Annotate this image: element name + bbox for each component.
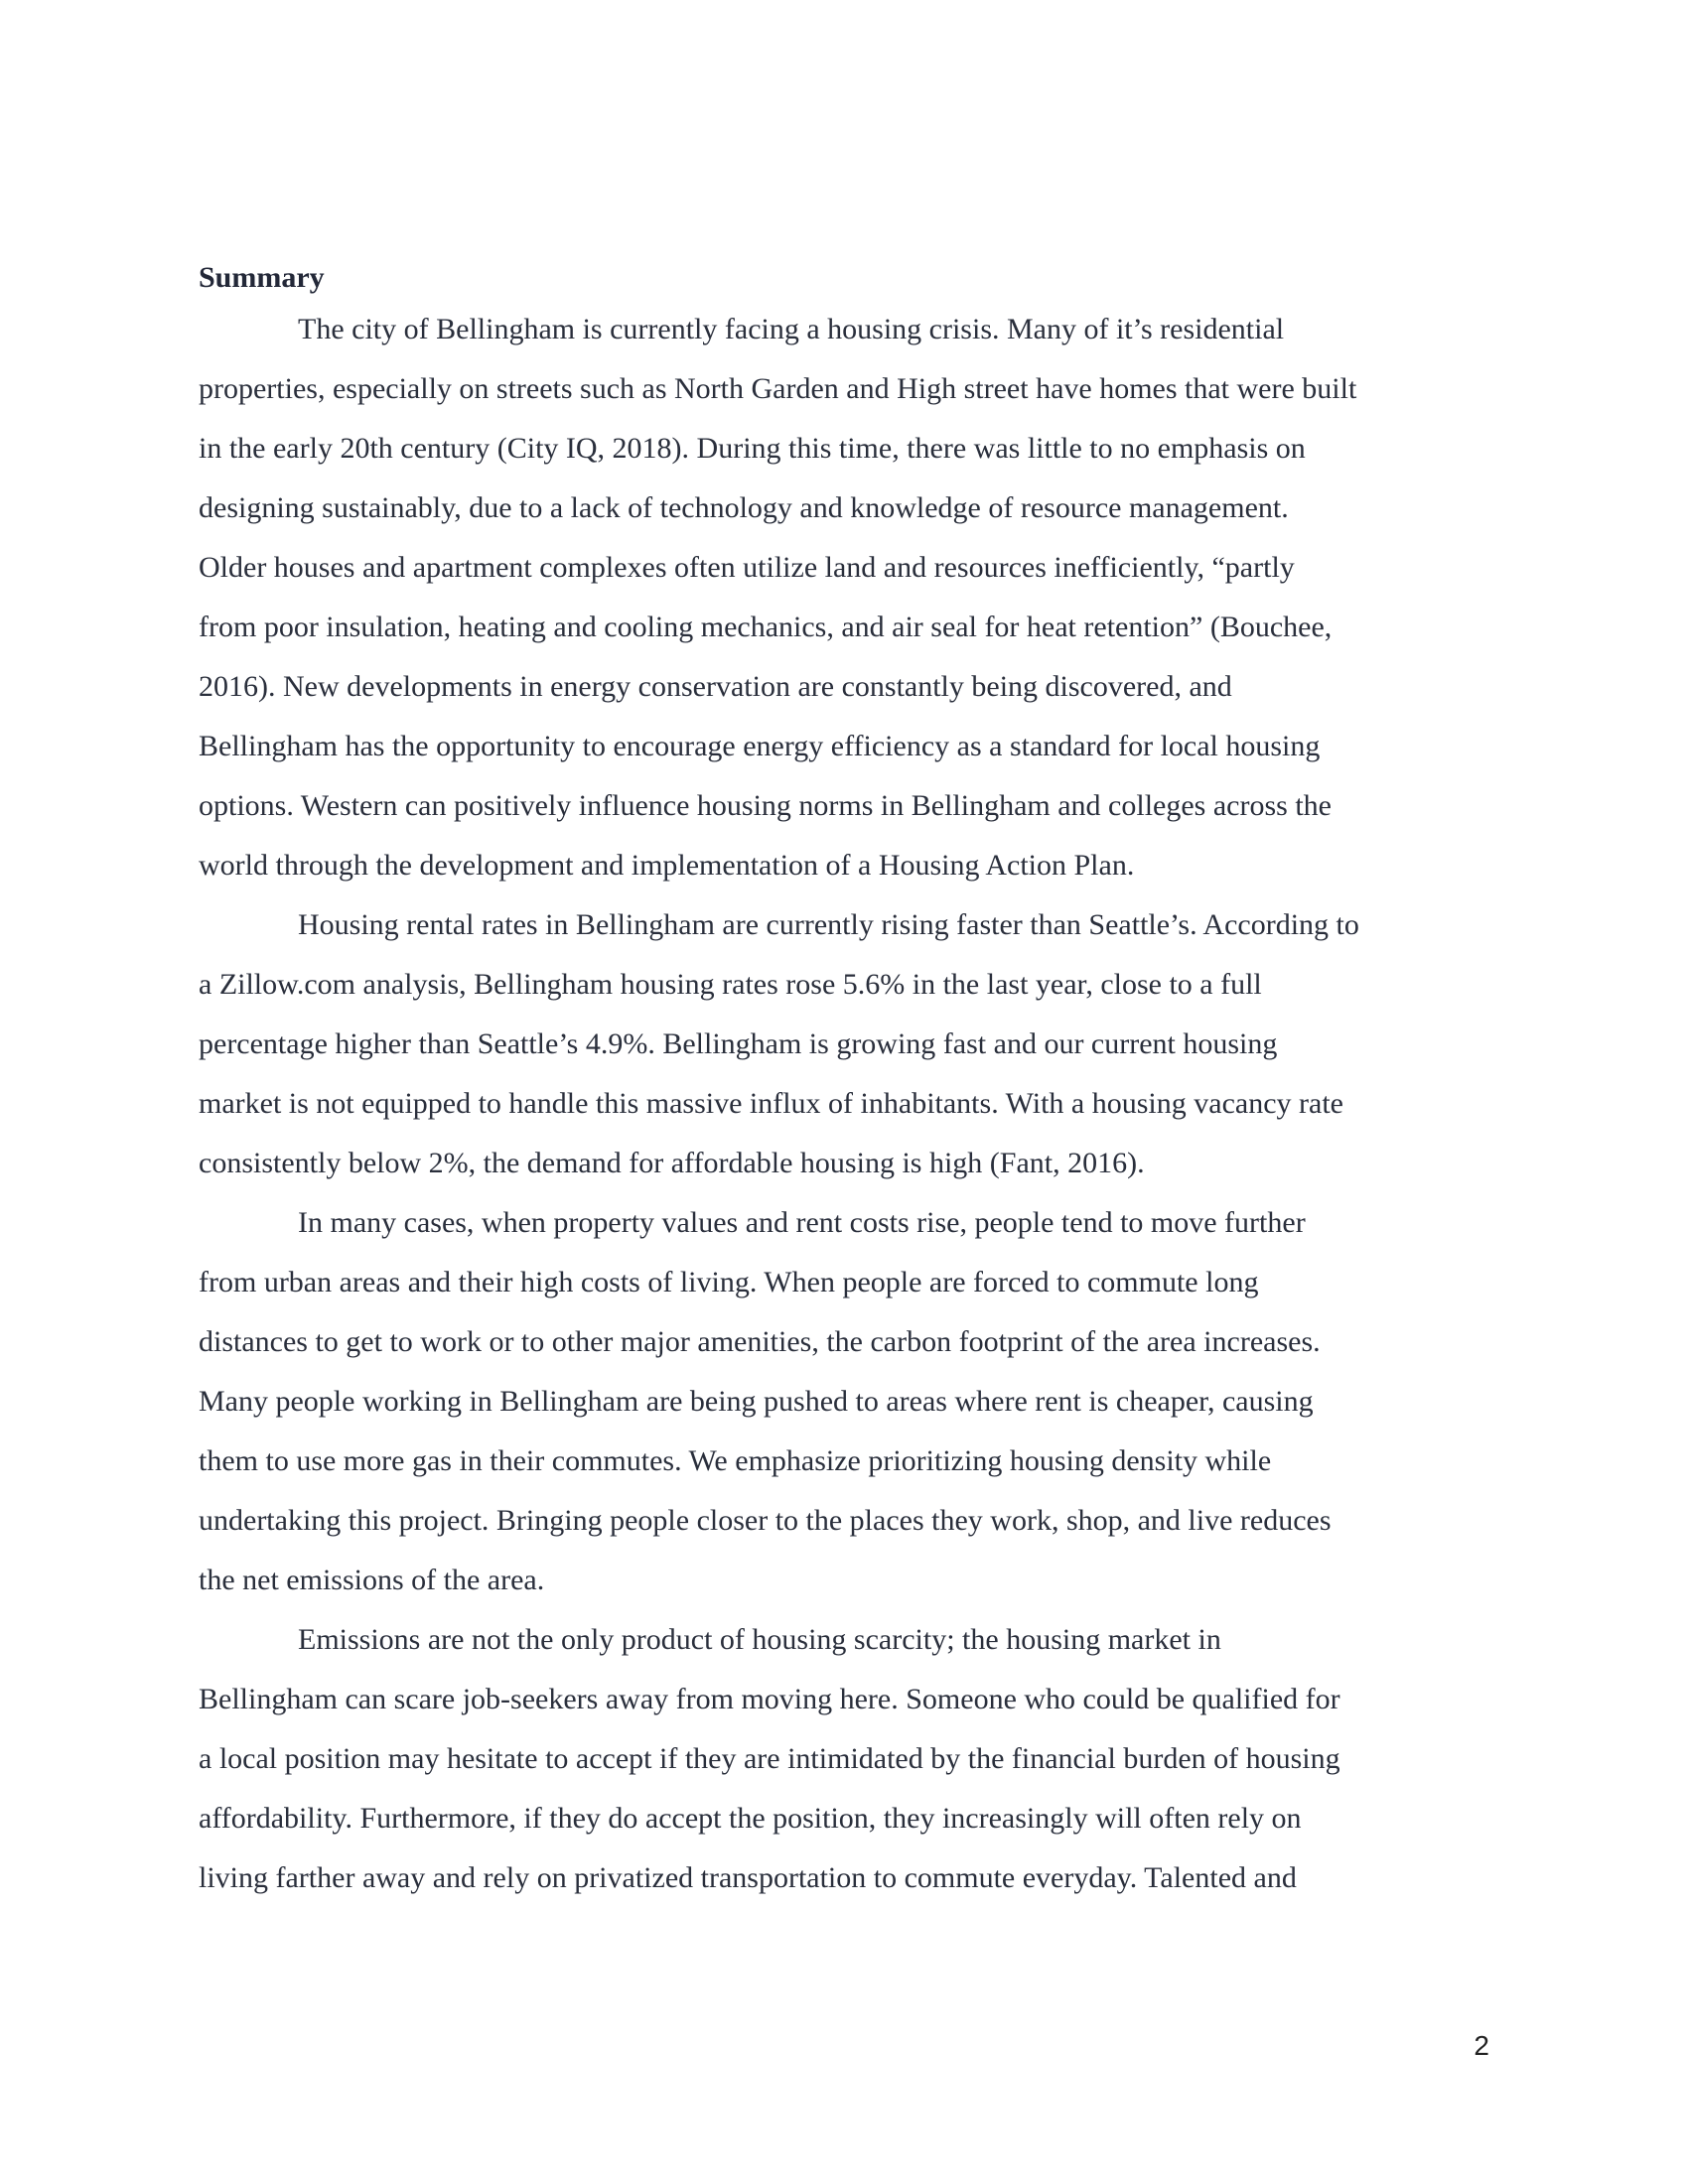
paragraph [199,300,1489,895]
paragraph-line: Bellingham has the opportunity to encourage energy efficiency as a standard for local housing [199,730,1321,762]
paragraph-container [199,300,1489,1908]
paragraph-line: In many cases, when property values and rent costs rise, people tend to move further [298,1206,1306,1239]
paragraph-line: undertaking this project. Bringing people closer to the places they work, shop, and live reduces [199,1504,1332,1537]
paragraph-line: Emissions are not the only product of housing scarcity; the housing market in [298,1623,1221,1656]
paragraph-line: a local position may hesitate to accept if they are intimidated by the financial burden of housing [199,1742,1340,1775]
paragraph-line: world through the development and implementation of a Housing Action Plan. [199,849,1135,882]
paragraph-line: affordability. Furthermore, if they do accept the position, they increasingly will often rely on [199,1802,1302,1835]
paragraph-line: Housing rental rates in Bellingham are currently rising faster than Seattle’s. According to [298,908,1359,941]
paragraph-line: the net emissions of the area. [199,1564,545,1596]
paragraph-line: properties, especially on streets such as North Garden and High street have homes that were built [199,372,1357,405]
page-number: 2 [1474,2030,1489,2061]
paragraph-line: Many people working in Bellingham are being pushed to areas where rent is cheaper, causing [199,1385,1314,1418]
paragraph-line: percentage higher than Seattle’s 4.9%. Bellingham is growing fast and our current housing [199,1027,1278,1060]
paragraph-line: Bellingham can scare job-seekers away from moving here. Someone who could be qualified for [199,1683,1340,1715]
paragraph-line: The city of Bellingham is currently facing a housing crisis. Many of it’s residential [298,313,1285,345]
paragraph-line: market is not equipped to handle this massive influx of inhabitants. With a housing vacancy rate [199,1087,1343,1120]
paragraph [199,1610,1489,1908]
paragraph-line: designing sustainably, due to a lack of technology and knowledge of resource management. [199,491,1289,524]
page-body [199,256,1489,1908]
paragraph-line: living farther away and rely on privatized transportation to commute everyday. Talented and [199,1861,1297,1894]
paragraph-line: from urban areas and their high costs of living. When people are forced to commute long [199,1266,1259,1298]
paragraph-line: consistently below 2%, the demand for affordable housing is high (Fant, 2016). [199,1147,1145,1179]
section-heading: Summary [199,261,325,294]
paragraph-line: them to use more gas in their commutes. We emphasize prioritizing housing density while [199,1444,1272,1477]
paragraph [199,1193,1489,1610]
paragraph-line: options. Western can positively influence housing norms in Bellingham and colleges across the [199,789,1332,822]
paragraph-line: 2016). New developments in energy conservation are constantly being discovered, and [199,670,1232,703]
paragraph [199,895,1489,1193]
paragraph-line: in the early 20th century (City IQ, 2018). During this time, there was little to no emphasis on [199,432,1306,465]
paragraph-line: distances to get to work or to other major amenities, the carbon footprint of the area increases. [199,1325,1321,1358]
paragraph-line: from poor insulation, heating and cooling mechanics, and air seal for heat retention” (Bouchee, [199,611,1333,643]
paragraph-line: a Zillow.com analysis, Bellingham housing rates rose 5.6% in the last year, close to a full [199,968,1262,1001]
paragraph-line: Older houses and apartment complexes often utilize land and resources inefficiently, “partly [199,551,1295,584]
